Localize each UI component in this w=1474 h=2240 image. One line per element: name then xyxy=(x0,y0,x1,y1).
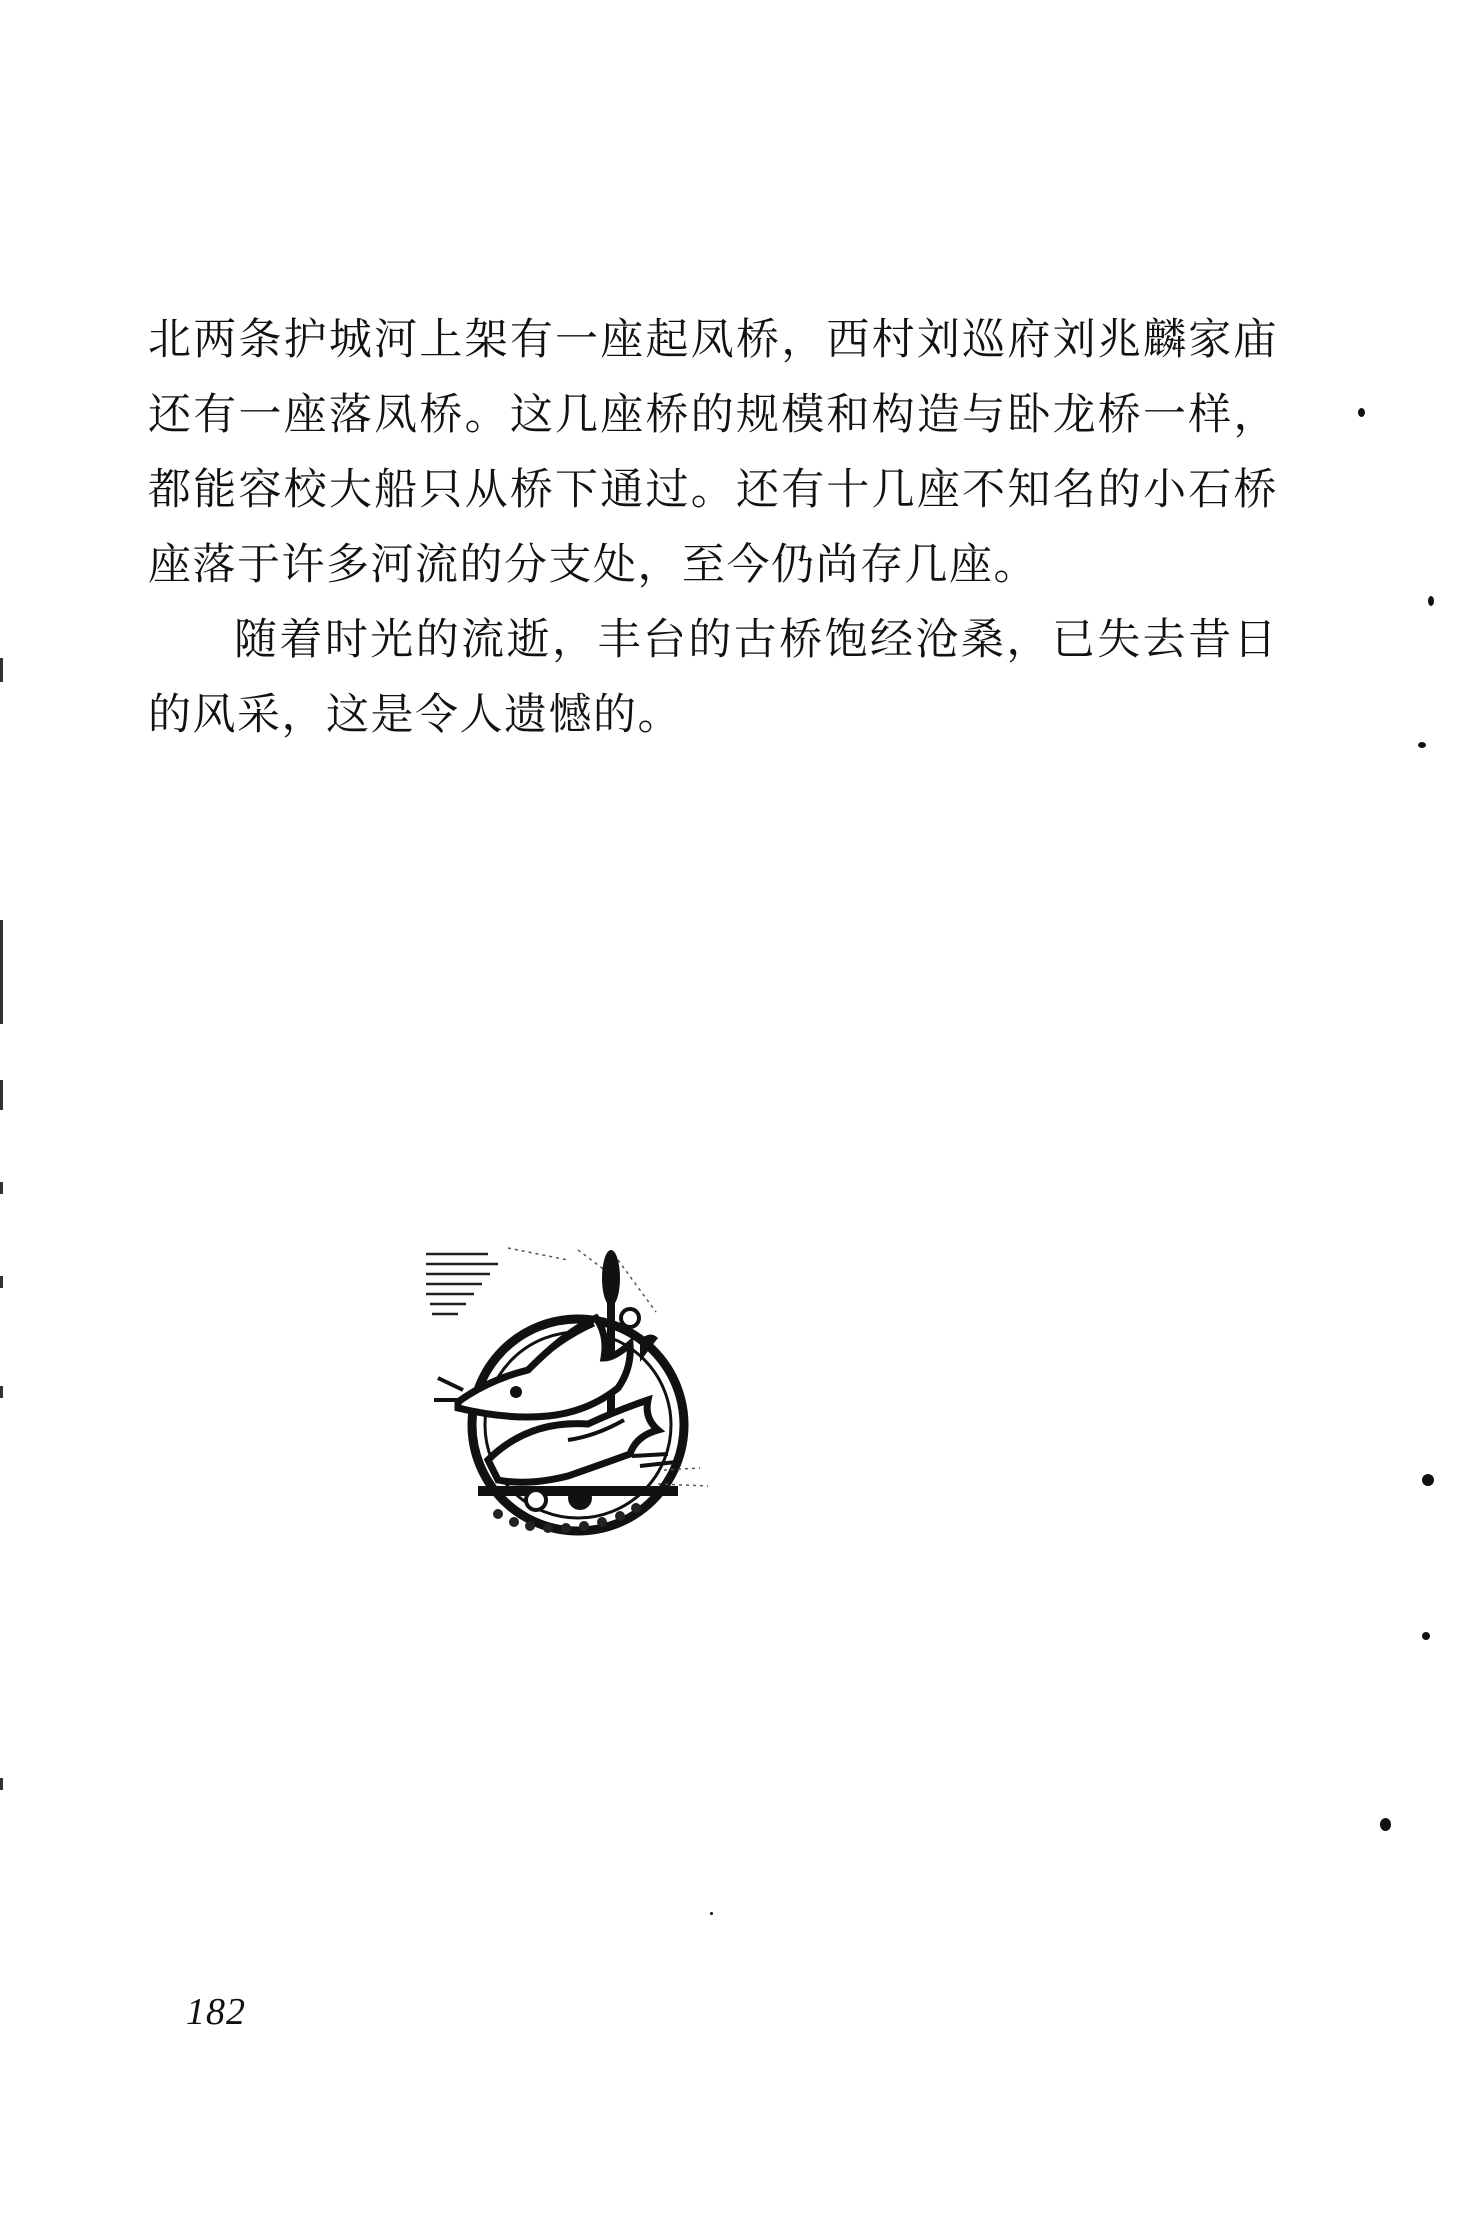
scan-speck xyxy=(1418,742,1426,748)
scan-edge-mark xyxy=(0,1276,3,1288)
body-text xyxy=(148,303,1278,753)
scan-edge-mark xyxy=(0,1386,3,1398)
page-number: 182 xyxy=(186,1991,246,2033)
scan-edge-mark xyxy=(0,920,3,1024)
paragraph-2: 随着时光的流逝，丰台的古桥饱经沧桑，已失去昔日的风采，这是令人遗憾的。 xyxy=(148,615,1278,740)
paragraph-1: 北两条护城河上架有一座起凤桥，西村刘巡府刘兆麟家庙还有一座落凤桥。这几座桥的规模和构造与卧龙桥一样，都能容校大船只从桥下通过。还有十几座不知名的小石桥座落于许多河流的分支处，至今仍尚存几座。 xyxy=(148,315,1278,590)
scan-edge-mark xyxy=(0,1182,3,1194)
scan-edge-mark xyxy=(0,1778,3,1790)
scan-edge-mark xyxy=(0,658,3,682)
scan-speck xyxy=(1380,1818,1391,1831)
fish-bird-vignette-icon xyxy=(418,1240,718,1540)
scan-speck xyxy=(1422,1632,1430,1640)
scan-speck xyxy=(1422,1474,1434,1486)
scan-edge-mark xyxy=(0,1080,3,1110)
scan-speck xyxy=(1358,408,1365,417)
scan-speck xyxy=(1428,596,1434,606)
scan-speck xyxy=(710,1912,713,1915)
